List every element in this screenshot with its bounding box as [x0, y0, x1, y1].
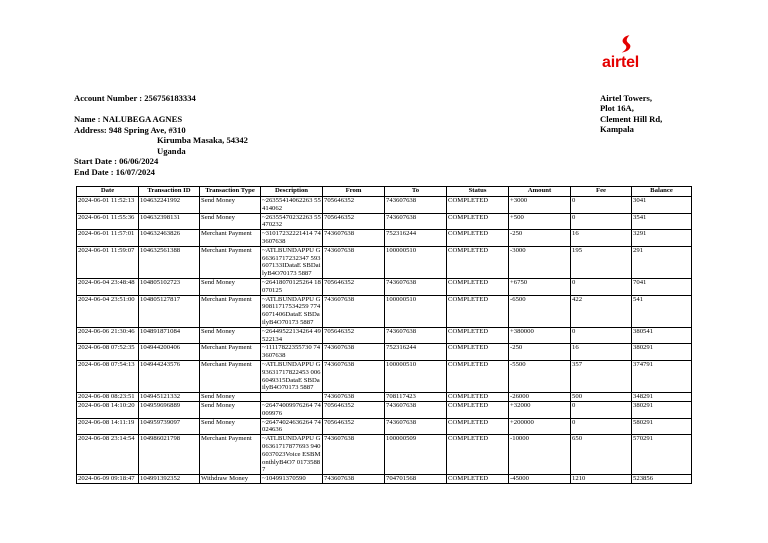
cell-transaction-id: 104632398131: [139, 213, 200, 230]
cell-date: 2024-06-01 11:52:13: [77, 197, 139, 214]
cell-amount: -10000: [509, 435, 571, 475]
cell-description: ~ATLBUNDAPPU G90811717534259 7746071406DataE SBDailyB4O70173 5887: [261, 295, 323, 327]
cell-to: 100000510: [385, 295, 447, 327]
cell-to: 743607638: [385, 213, 447, 230]
company-address-line: Clement Hill Rd,: [600, 113, 663, 124]
cell-from: 705646352: [323, 418, 385, 435]
cell-amount: +200000: [509, 418, 571, 435]
company-address-line: Kampala: [600, 123, 634, 134]
cell-description: ~ATLBUNDAPPU G06361717877693 9406037023Voice ESBMonthlyB4O7 01735887: [262, 435, 321, 474]
cell-transaction-id: 104632463826: [139, 230, 200, 247]
cell-status: COMPLETED: [447, 197, 509, 214]
cell-transaction-type: Merchant Payment: [200, 246, 261, 278]
cell-status: COMPLETED: [447, 230, 509, 247]
column-header-from: From: [323, 187, 385, 197]
cell-date: 2024-06-04 23:51:00: [77, 295, 139, 327]
cell-from: 743607638: [323, 230, 385, 247]
cell-from: 743607638: [323, 393, 385, 402]
end-date: End Date : 16/07/2024: [74, 166, 155, 177]
cell-description: ~26355470232263 55470232: [262, 213, 321, 229]
cell-amount: -5500: [509, 360, 571, 392]
cell-date: 2024-06-01 11:57:01: [77, 230, 139, 247]
table-row: [77, 360, 692, 392]
cell-from: 705646352: [323, 401, 385, 418]
cell-to: 752316244: [385, 344, 447, 361]
table-row: [77, 278, 692, 295]
cell-to: 100000509: [385, 435, 447, 475]
airtel-logo: [598, 34, 648, 80]
table-row: [77, 197, 692, 214]
cell-description: ~26474024636264 74024636: [262, 418, 321, 434]
cell-from: 743607638: [323, 344, 385, 361]
cell-balance: 570291: [632, 435, 692, 475]
column-header-amount: Amount: [509, 187, 571, 197]
cell-status: COMPLETED: [447, 327, 509, 344]
column-header-transaction-id: Transaction ID: [139, 187, 200, 197]
cell-date: 2024-06-01 11:59:07: [77, 246, 139, 278]
cell-transaction-id: 104959696889: [139, 401, 200, 418]
cell-transaction-id: 104805127817: [139, 295, 200, 327]
cell-date: 2024-06-08 07:54:13: [77, 360, 139, 392]
cell-to: 743607638: [385, 278, 447, 295]
cell-status: COMPLETED: [447, 360, 509, 392]
cell-to: 743607638: [385, 401, 447, 418]
transactions-table: [76, 186, 692, 484]
cell-transaction-type: Send Money: [200, 327, 261, 344]
cell-to: 100000510: [385, 246, 447, 278]
cell-balance: 3541: [632, 213, 692, 230]
cell-fee: 422: [571, 295, 632, 327]
cell-status: COMPLETED: [447, 278, 509, 295]
cell-balance: 541: [632, 295, 692, 327]
cell-date: 2024-06-08 08:23:51: [77, 393, 139, 402]
start-date: Start Date : 06/06/2024: [74, 156, 159, 166]
column-header-status: Status: [447, 187, 509, 197]
cell-description: ~ATLBUNDAPPU G66361717232347 593607133IDataE SBDailyB4O70173 5887: [262, 246, 321, 278]
cell-transaction-id: 104945121332: [139, 393, 200, 402]
table-header-row: [77, 187, 692, 197]
cell-balance: 374791: [632, 360, 692, 392]
cell-amount: -6500: [509, 295, 571, 327]
cell-status: COMPLETED: [447, 435, 509, 475]
cell-from: 743607638: [323, 475, 385, 484]
cell-transaction-type: Send Money: [200, 197, 261, 214]
cell-description: [261, 393, 323, 402]
cell-transaction-type: Send Money: [200, 418, 261, 435]
cell-transaction-id: 104944243576: [139, 360, 200, 392]
column-header-date: Date: [77, 187, 139, 197]
table-row: [77, 393, 692, 402]
cell-fee: 195: [571, 246, 632, 278]
cell-to: 743607638: [385, 418, 447, 435]
cell-fee: 0: [571, 197, 632, 214]
cell-to: 752316244: [385, 230, 447, 247]
cell-to: 704701568: [385, 475, 447, 484]
company-address-line: Airtel Towers,: [600, 93, 653, 103]
cell-transaction-id: 104632561388: [139, 246, 200, 278]
cell-description: ~26449522134264 49522134: [262, 327, 321, 343]
cell-fee: 0: [571, 278, 632, 295]
column-header-transaction-type: Transaction Type: [200, 187, 261, 197]
cell-amount: +6750: [509, 278, 571, 295]
cell-status: COMPLETED: [447, 418, 509, 435]
cell-status: COMPLETED: [447, 213, 509, 230]
cell-from: 743607638: [323, 246, 385, 278]
cell-balance: 7041: [632, 278, 692, 295]
cell-date: 2024-06-08 23:14:54: [77, 435, 139, 475]
cell-transaction-type: Withdraw Money: [200, 475, 261, 484]
cell-to: 708117423: [385, 393, 447, 402]
cell-to: 743607638: [385, 197, 447, 214]
table-row: [77, 230, 692, 247]
cell-transaction-type: Merchant Payment: [200, 435, 261, 475]
cell-fee: 0: [571, 327, 632, 344]
cell-from: 743607638: [323, 295, 385, 327]
cell-date: 2024-06-01 11:55:36: [77, 213, 139, 230]
cell-fee: 0: [571, 401, 632, 418]
cell-fee: 357: [571, 360, 632, 392]
cell-transaction-id: 104959739097: [139, 418, 200, 435]
cell-transaction-type: Send Money: [200, 278, 261, 295]
cell-status: COMPLETED: [447, 401, 509, 418]
cell-description: ~ATLBUNDAPPU G93631717822453 0066049315DataE SBDailyB4O70173 5887: [262, 360, 321, 392]
cell-date: 2024-06-08 07:52:35: [77, 344, 139, 361]
cell-from: 705646352: [323, 197, 385, 214]
cell-amount: +500: [509, 213, 571, 230]
cell-balance: 523856: [632, 475, 692, 484]
table-row: [77, 295, 692, 327]
cell-to: 100000510: [385, 360, 447, 392]
cell-from: 743607638: [323, 435, 385, 475]
cell-fee: 650: [571, 435, 632, 475]
cell-balance: 380291: [632, 344, 692, 361]
cell-transaction-type: Send Money: [200, 213, 261, 230]
cell-date: 2024-06-08 14:10:20: [77, 401, 139, 418]
cell-balance: 380291: [632, 401, 692, 418]
table-row: [77, 475, 692, 484]
table-row: [77, 344, 692, 361]
customer-name: Name : NALUBEGA AGNES: [74, 114, 183, 124]
account-number: Account Number : 256756183334: [74, 93, 196, 103]
cell-status: COMPLETED: [447, 393, 509, 402]
cell-description: ~26355414062263 55414062: [262, 197, 321, 212]
cell-balance: 380541: [632, 327, 692, 344]
cell-transaction-type: Merchant Payment: [200, 360, 261, 392]
cell-transaction-type: Merchant Payment: [200, 230, 261, 247]
cell-amount: -3000: [509, 246, 571, 278]
cell-description: ~31017232221414 743607638: [262, 230, 321, 245]
cell-fee: 500: [571, 393, 632, 402]
cell-fee: 1210: [571, 475, 632, 484]
table-row: [77, 401, 692, 418]
cell-from: 743607638: [323, 360, 385, 392]
cell-transaction-id: 104986021798: [139, 435, 200, 475]
cell-amount: +32000: [509, 401, 571, 418]
cell-description: ~26418070125264 18070125: [262, 278, 321, 294]
company-address-line: Plot 16A,: [600, 103, 634, 114]
table-row: [77, 435, 692, 475]
cell-transaction-id: 104805102723: [139, 278, 200, 295]
cell-fee: 16: [571, 344, 632, 361]
company-address: [600, 93, 662, 134]
cell-transaction-id: 104944200406: [139, 344, 200, 361]
cell-transaction-id: 104991392352: [139, 475, 200, 484]
column-header-to: To: [385, 187, 447, 197]
cell-balance: 291: [632, 246, 692, 278]
cell-description: ~104991370590: [261, 475, 323, 484]
cell-amount: -26000: [509, 393, 571, 402]
cell-from: 705646352: [323, 327, 385, 344]
cell-date: 2024-06-06 21:30:46: [77, 327, 139, 344]
cell-transaction-type: Send Money: [200, 393, 261, 402]
cell-amount: -45000: [509, 475, 571, 484]
cell-description: ~11117822355730 743607638: [261, 344, 323, 361]
cell-amount: +3000: [509, 197, 571, 214]
cell-transaction-id: 104632241992: [139, 197, 200, 214]
table-row: [77, 418, 692, 435]
airtel-swirl-icon: [618, 34, 636, 54]
cell-date: 2024-06-09 09:18:47: [77, 475, 139, 484]
cell-status: COMPLETED: [447, 295, 509, 327]
cell-from: 705646352: [323, 213, 385, 230]
cell-description: ~26474009976264 74009976: [262, 401, 321, 417]
cell-fee: 0: [571, 418, 632, 435]
cell-amount: -250: [509, 230, 571, 247]
customer-address-line1: Address: 948 Spring Ave, #310: [74, 124, 186, 135]
cell-balance: 580291: [632, 418, 692, 435]
brand-name: airtel: [602, 54, 640, 71]
customer-details: [74, 114, 248, 177]
column-header-fee: Fee: [571, 187, 632, 197]
table-row: [77, 213, 692, 230]
cell-transaction-type: Merchant Payment: [200, 295, 261, 327]
cell-transaction-type: Send Money: [200, 401, 261, 418]
table-row: [77, 327, 692, 344]
cell-status: COMPLETED: [447, 475, 509, 484]
cell-fee: 16: [571, 230, 632, 247]
customer-address-line3: Uganda: [157, 145, 186, 156]
column-header-description: Description: [261, 187, 323, 197]
table-body: [77, 197, 692, 484]
table-row: [77, 246, 692, 278]
cell-status: COMPLETED: [447, 246, 509, 278]
cell-balance: 3041: [632, 197, 692, 214]
cell-to: 743607638: [385, 327, 447, 344]
cell-transaction-type: Merchant Payment: [200, 344, 261, 361]
cell-amount: -250: [509, 344, 571, 361]
cell-amount: +380000: [509, 327, 571, 344]
cell-balance: 348291: [632, 393, 692, 402]
cell-balance: 3291: [632, 230, 692, 247]
cell-date: 2024-06-08 14:11:19: [77, 418, 139, 435]
cell-status: COMPLETED: [447, 344, 509, 361]
customer-address-line2: Kirumba Masaka, 54342: [157, 135, 248, 145]
cell-from: 705646352: [323, 278, 385, 295]
cell-transaction-id: 104891871084: [139, 327, 200, 344]
column-header-balance: Balance: [632, 187, 692, 197]
cell-date: 2024-06-04 23:48:48: [77, 278, 139, 295]
cell-fee: 0: [571, 213, 632, 230]
